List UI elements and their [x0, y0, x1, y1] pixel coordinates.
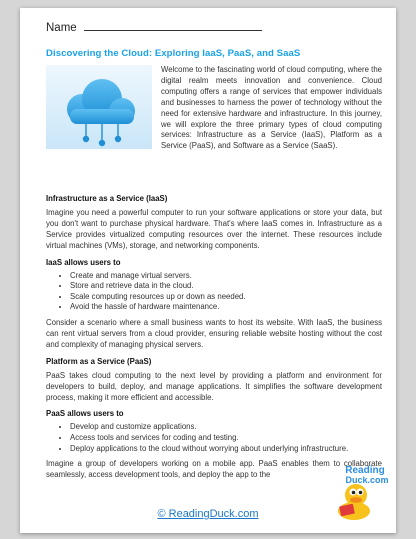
list-item: • Scale computing resources up or down as needed. — [70, 292, 382, 303]
name-label: Name — [46, 22, 77, 34]
list-item: • Avoid the hassle of hardware maintenance. — [70, 302, 382, 313]
duck-mascot-icon — [338, 484, 370, 520]
iaas-heading: Infrastructure as a Service (IaaS) — [46, 194, 168, 203]
list-item: • Create and manage virtual servers. — [70, 271, 382, 282]
list-item: • Develop and customize applications. — [70, 422, 382, 433]
logo-text-line2: Duck.com — [345, 475, 389, 485]
list-item: • Deploy applications to the cloud without worrying about underlying infrastructure. — [70, 444, 382, 455]
paas-list-heading: PaaS allows users to — [46, 409, 124, 419]
name-field-row — [46, 20, 382, 38]
logo-text-line1: Reading — [345, 465, 385, 476]
list-item: • Store and retrieve data in the cloud. — [70, 281, 382, 292]
page-title: Discovering the Cloud: Exploring IaaS, PaaS, and SaaS — [46, 48, 301, 59]
cloud-icon — [46, 65, 152, 149]
name-blank-line — [84, 20, 262, 31]
intro-section — [46, 65, 382, 188]
iaas-example-paragraph: Consider a scenario where a small business wants to host its website. With IaaS, the business can rent virtual servers from a cloud provider, ensuring reliable website hosting without the cost and complexity of managing physical servers. — [46, 318, 382, 349]
paas-heading: Platform as a Service (PaaS) — [46, 356, 152, 366]
footer-link[interactable]: © ReadingDuck.com — [157, 508, 259, 520]
list-item: • Access tools and services for coding and testing. — [70, 433, 382, 444]
paas-list — [46, 422, 382, 454]
worksheet-content — [46, 20, 385, 481]
intro-paragraph: Welcome to the fascinating world of cloud computing, where the digital realm meets innovation and convenience. Cloud computing offers a range of services that empower individuals and businesses to harness the power of technology without the need for extensive hardware and infrastructure. In this journey, we will explore the three primary types of cloud computing services: Infrastructure as a Service (IaaS), Platform as a Service (PaaS), and Software as a Service (SaaS). — [161, 65, 382, 151]
iaas-list — [46, 271, 382, 313]
paas-example-paragraph: Imagine a group of developers working on a mobile app. PaaS enables them to collaborate seamlessly, access development tools, and deploy the app to the — [46, 459, 382, 480]
iaas-list-heading: IaaS allows users to — [46, 257, 121, 267]
worksheet-page — [20, 8, 396, 533]
iaas-paragraph: Imagine you need a powerful computer to run your software applications or store your data, but you don't want to purchase physical hardware. That's where IaaS comes in. Infrastructure as a Service provides virtualized computing resources over the internet. These resources include virtual machines (VMs), storage, and networking components. — [46, 208, 382, 250]
paas-paragraph: PaaS takes cloud computing to the next level by providing a platform and environment for developers to build, deploy, and manage applications. It simplifies the software development process, making it more efficient and accessible. — [46, 370, 382, 402]
reading-duck-logo — [332, 461, 390, 523]
